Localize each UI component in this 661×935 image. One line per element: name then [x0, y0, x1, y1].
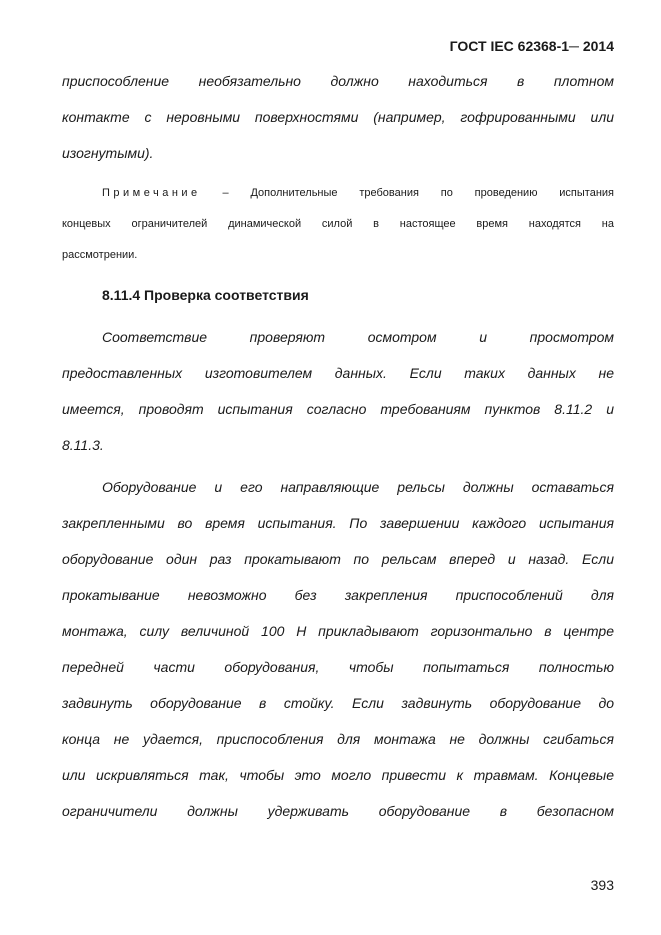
text-line: прокатывание невозможно без закрепления приспособлений для: [62, 587, 614, 603]
note-line: [62, 185, 614, 216]
text-line: ограничители должны удерживать оборудование в безопасном: [62, 803, 614, 819]
text-line: Соответствие проверяют осмотром и просмотром: [102, 329, 614, 345]
text-line: или искривляться так, чтобы это могло привести к травмам. Концевые: [62, 767, 614, 783]
document-header: ГОСТ IEC 62368-1─ 2014: [449, 38, 614, 54]
text-line: Оборудование и его направляющие рельсы должны оставаться: [102, 479, 614, 495]
note-line: концевых ограничителей динамической силой в настоящее время находятся на: [62, 218, 614, 230]
text-line: конца не удается, приспособления для монтажа не должны сгибаться: [62, 731, 614, 747]
section-heading: 8.11.4 Проверка соответствия: [102, 287, 309, 303]
text-line: контакте с неровными поверхностями (например, гофрированными или: [62, 109, 614, 125]
note-label: Примечание: [102, 187, 201, 199]
text-line: изогнутыми).: [62, 145, 154, 161]
paragraph-continuation: [62, 71, 614, 179]
note-text: – Дополнительные требования по проведению испытания: [200, 187, 614, 199]
text-line: передней части оборудования, чтобы попытаться полностью: [62, 659, 614, 675]
note-line: рассмотрении.: [62, 249, 138, 261]
text-line: предоставленных изготовителем данных. Если таких данных не: [62, 365, 614, 381]
text-line: оборудование один раз прокатывают по рельсам вперед и назад. Если: [62, 551, 614, 567]
paragraph-equipment: [62, 477, 614, 837]
text-line: приспособление необязательно должно находиться в плотном: [62, 73, 614, 89]
note-block: [62, 185, 614, 278]
text-line: закрепленными во время испытания. По завершении каждого испытания: [62, 515, 614, 531]
text-line: монтажа, силу величиной 100 Н прикладывают горизонтально в центре: [62, 623, 614, 639]
text-line: имеется, проводят испытания согласно требованиям пунктов 8.11.2 и: [62, 401, 614, 417]
paragraph-compliance: [62, 327, 614, 471]
page-number: 393: [590, 877, 614, 893]
text-line: задвинуть оборудование в стойку. Если задвинуть оборудование до: [62, 695, 614, 711]
text-line: 8.11.3.: [62, 437, 104, 453]
